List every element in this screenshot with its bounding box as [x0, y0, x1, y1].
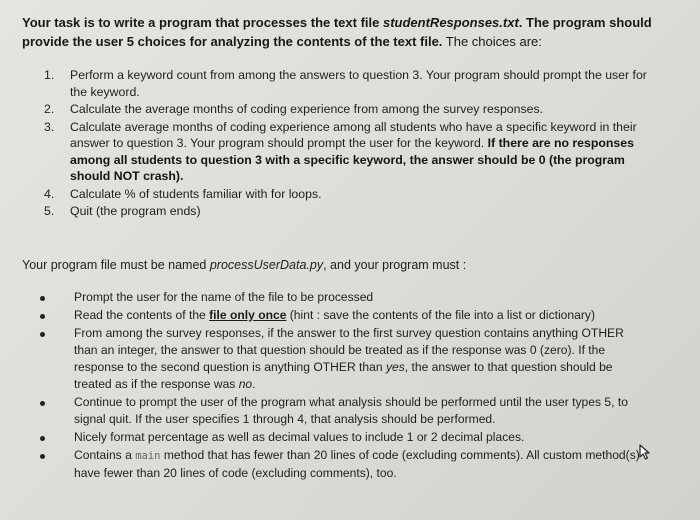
must-text: Your program file must be named: [22, 258, 210, 272]
requirement-text: method that has fewer than 20 lines of code (excluding comments). All custom method(s) have fewer than 20 lines of code (excluding comments), too.: [74, 448, 640, 480]
intro-text-2: . The program should provide the user 5 choices for analyzing the contents of the text file.: [22, 15, 652, 49]
requirement-item: [40, 325, 640, 393]
requirement-item: [40, 289, 640, 306]
choice-text: Calculate average months of coding experience among all students who have a specific keyword in their answer to question 3. Your program should prompt the user for the keyword.: [70, 119, 637, 150]
requirement-italic: no: [238, 377, 253, 391]
requirement-text: , the answer to that question should be treated as if the response was: [74, 360, 613, 391]
requirement-item: [40, 429, 640, 446]
intro-tail: The choices are:: [442, 34, 542, 49]
choice-number: 5.: [44, 204, 55, 218]
bullet-icon: [40, 332, 45, 337]
choices-list: [44, 67, 659, 221]
task-intro: [22, 13, 672, 51]
choice-item: [44, 101, 659, 118]
choice-number: 2.: [44, 102, 55, 116]
requirement-text: From among the survey responses, if the answer to the first survey question contains anything OTHER than an integer, the answer to that question should be treated as if the response was 0 (zero). If the response to the second question is anything OTHER than: [74, 326, 624, 374]
choice-text: Quit (the program ends): [70, 204, 201, 218]
requirement-item: [40, 307, 640, 324]
choice-number: 4.: [44, 186, 55, 201]
requirements-intro: [22, 257, 672, 274]
choice-item: [44, 119, 659, 185]
program-filename: processUserData.py: [209, 258, 324, 272]
choice-item: [44, 67, 659, 100]
choice-text: Calculate % of students familiar with for loops.: [70, 186, 322, 201]
requirement-item: [40, 447, 640, 482]
choice-item: [44, 203, 659, 220]
requirement-text: .: [252, 377, 256, 391]
requirement-item: [40, 394, 640, 428]
requirement-emphasis: file only once: [209, 308, 287, 322]
choice-bold-note: If there are no responses among all students to question 3 with a specific keyword, the answer should be 0 (the program should NOT crash).: [70, 136, 634, 183]
requirement-text: Nicely format percentage as well as decimal values to include 1 or 2 decimal places.: [74, 430, 525, 444]
requirement-code: main: [135, 450, 161, 462]
requirement-text: Read the contents of the: [74, 308, 210, 322]
requirement-text: (hint : save the contents of the file into a list or dictionary): [286, 308, 595, 322]
requirements-list: [40, 289, 640, 483]
requirement-text: Contains a: [74, 448, 136, 462]
requirement-text: Continue to prompt the user of the program what analysis should be performed until the user types 5, to signal quit. If the user specifies 1 through 4, that analysis should be performed.: [74, 395, 628, 426]
choice-item: [44, 186, 659, 203]
bullet-icon: [40, 296, 45, 301]
bullet-icon: [40, 454, 45, 459]
bullet-icon: [40, 314, 45, 319]
choice-text: Perform a keyword count from among the answers to question 3. Your program should prompt the user for the keyword.: [70, 68, 647, 99]
bullet-icon: [40, 401, 45, 406]
intro-text: Your task is to write a program that processes the text file: [22, 15, 383, 30]
choice-number: 3.: [44, 119, 55, 134]
requirement-italic: yes: [385, 360, 405, 374]
bullet-icon: [40, 436, 45, 441]
choice-number: 1.: [44, 68, 55, 82]
must-text-2: , and your program must :: [323, 258, 467, 272]
requirement-text: Prompt the user for the name of the file to be processed: [74, 290, 374, 304]
cursor-icon: [638, 444, 652, 460]
choice-text: Calculate the average months of coding experience from among the survey responses.: [70, 102, 544, 116]
intro-filename: studentResponses.txt: [382, 15, 519, 30]
